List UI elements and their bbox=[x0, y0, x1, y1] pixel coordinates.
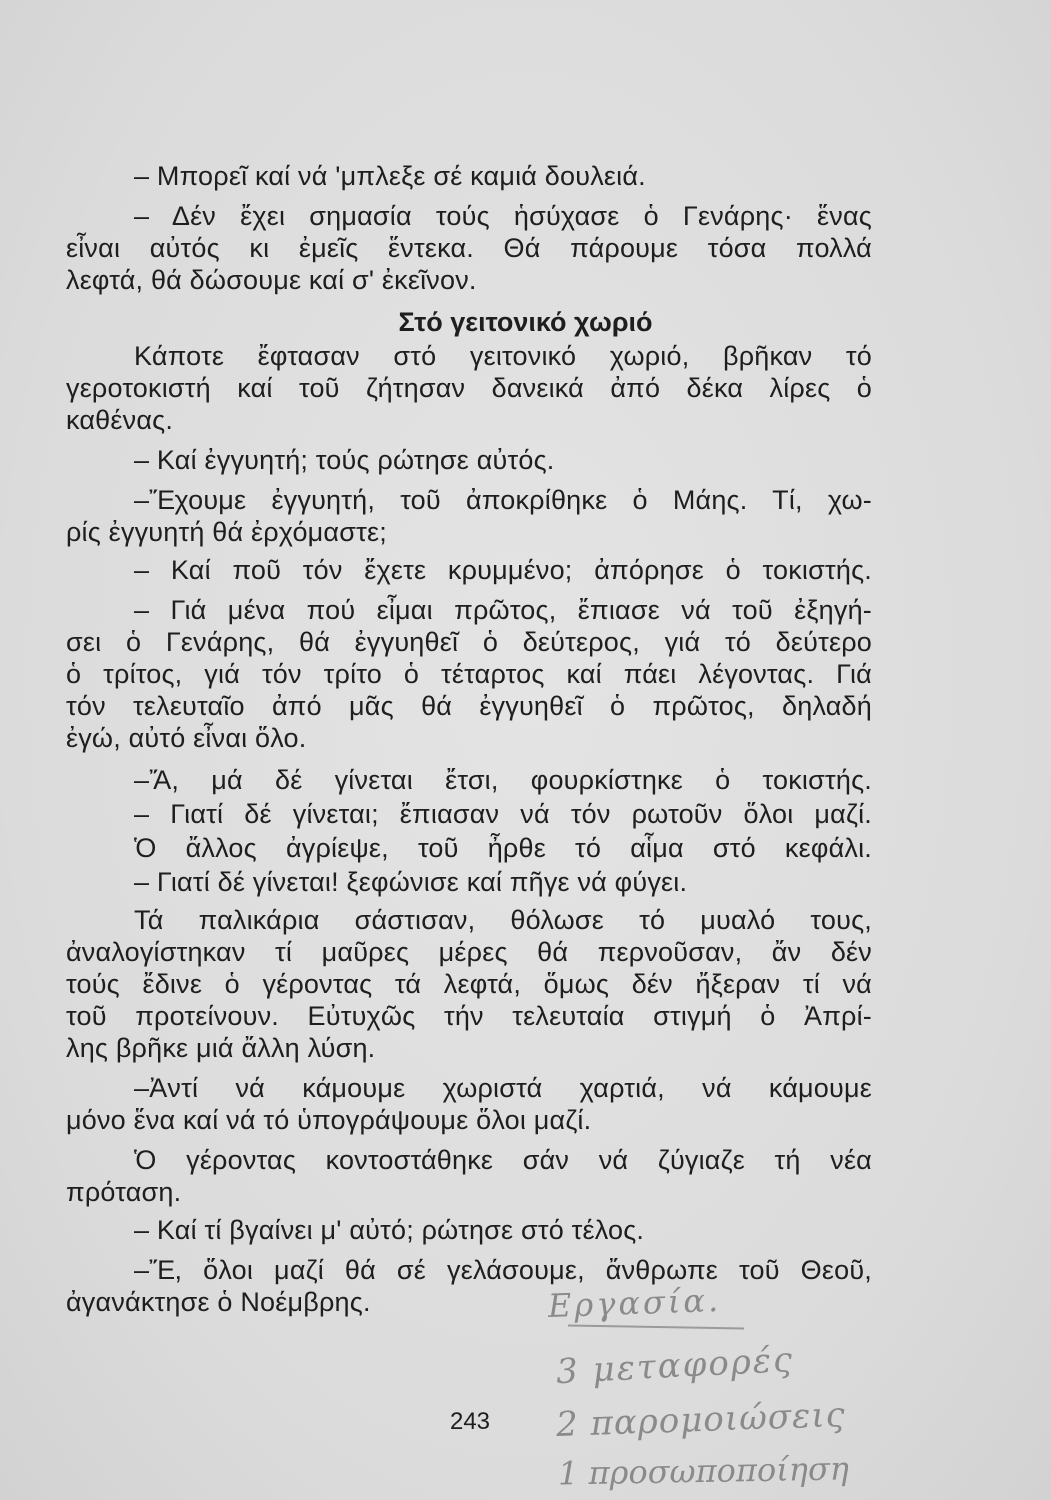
text-line: ἀγανάκτησε ὁ Νοέμβρης. bbox=[66, 1287, 371, 1317]
text-line: πρόταση. bbox=[66, 1177, 182, 1207]
text-line: – Καί ποῦ τόν ἔχετε κρυμμένο; ἀπόρησε ὁ τοκιστής. bbox=[134, 555, 872, 585]
text-line: – Καί τί βγαίνει μ' αὐτό; ρώτησε στό τέλος. bbox=[134, 1215, 645, 1245]
text-line: –Ἔ, ὅλοι μαζί θά σέ γελάσουμε, ἄνθρωπε τοῦ Θεοῦ, bbox=[134, 1255, 872, 1285]
section-heading: Στό γειτονικό χωριό bbox=[398, 307, 653, 337]
text-line: ὁ τρίτος, γιά τόν τρίτο ὁ τέταρτος καί πάει λέγοντας. Γιά bbox=[66, 659, 872, 689]
text-line: – Γιατί δέ γίνεται! ξεφώνισε καί πῆγε νά φύγει. bbox=[134, 867, 688, 897]
text-line: Κάποτε ἔφτασαν στό γειτονικό χωριό, βρῆκαν τό bbox=[134, 341, 872, 371]
text-line: ἀναλογίστηκαν τί μαῦρες μέρες θά περνοῦσαν, ἄν δέν bbox=[66, 937, 872, 967]
text-line: σει ὁ Γενάρης, θά ἐγγυηθεῖ ὁ δεύτερος, γιά τό δεύτερο bbox=[66, 627, 872, 657]
text-line: Τά παλικάρια σάστισαν, θόλωσε τό μυαλό τους, bbox=[134, 905, 872, 935]
text-line: ρίς ἐγγυητή θά ἐρχόμαστε; bbox=[66, 517, 387, 547]
text-line: – Γιά μένα πού εἶμαι πρῶτος, ἔπιασε νά τοῦ ἐξηγή- bbox=[134, 595, 872, 625]
text-line: καθένας. bbox=[66, 405, 174, 435]
handwritten-note-item-1: 3 μεταφορές bbox=[555, 1339, 795, 1393]
text-line: – Μπορεῖ καί νά 'μπλεξε σέ καμιά δουλειά. bbox=[134, 161, 646, 191]
handwritten-note-title: Εργασία. bbox=[547, 1280, 722, 1326]
handwritten-underline bbox=[568, 1324, 744, 1329]
text-line: –Ἔχουμε ἐγγυητή, τοῦ ἀποκρίθηκε ὁ Μάης. Τί, χω- bbox=[134, 485, 872, 515]
text-line: λης βρῆκε μιά ἄλλη λύση. bbox=[66, 1033, 376, 1063]
text-line: λεφτά, θά δώσουμε καί σ' ἐκεῖνον. bbox=[66, 265, 477, 295]
text-line: τόν τελευταῖο ἀπό μᾶς θά ἐγγυηθεῖ ὁ πρῶτος, δηλαδή bbox=[66, 691, 872, 721]
text-line: –Ἄ, μά δέ γίνεται ἔτσι, φουρκίστηκε ὁ τοκιστής. bbox=[134, 765, 872, 795]
text-line: τούς ἔδινε ὁ γέροντας τά λεφτά, ὅμως δέν ἤξεραν τί νά bbox=[66, 969, 872, 999]
page-number: 243 bbox=[449, 1408, 491, 1435]
text-line: μόνο ἕνα καί νά τό ὑπογράψουμε ὅλοι μαζί. bbox=[66, 1105, 592, 1135]
handwritten-note-item-3: 1 προσωποποίηση bbox=[557, 1449, 850, 1493]
text-line: Ὁ γέροντας κοντοστάθηκε σάν νά ζύγιαζε τή νέα bbox=[134, 1145, 872, 1175]
text-line: Ὁ ἄλλος ἀγρίεψε, τοῦ ἦρθε τό αἷμα στό κεφάλι. bbox=[134, 833, 872, 863]
text-line: ἐγώ, αὐτό εἶναι ὅλο. bbox=[66, 723, 307, 753]
text-line: τοῦ προτείνουν. Εὐτυχῶς τήν τελευταία στιγμή ὁ Ἀπρί- bbox=[66, 1001, 872, 1031]
text-line: – Δέν ἔχει σημασία τούς ἡσύχασε ὁ Γενάρης· ἕνας bbox=[134, 201, 872, 231]
text-line: – Καί ἐγγυητή; τούς ρώτησε αὐτός. bbox=[134, 445, 555, 475]
handwritten-note-item-2: 2 παρομοιώσεις bbox=[555, 1394, 847, 1446]
text-line: – Γιατί δέ γίνεται; ἔπιασαν νά τόν ρωτοῦν ὅλοι μαζί. bbox=[134, 799, 872, 829]
text-line: –Ἀντί νά κάμουμε χωριστά χαρτιά, νά κάμουμε bbox=[134, 1073, 872, 1103]
text-line: εἶναι αὐτός κι ἐμεῖς ἕντεκα. Θά πάρουμε τόσα πολλά bbox=[66, 233, 872, 263]
text-line: γεροτοκιστή καί τοῦ ζήτησαν δανεικά ἀπό δέκα λίρες ὁ bbox=[66, 373, 872, 403]
